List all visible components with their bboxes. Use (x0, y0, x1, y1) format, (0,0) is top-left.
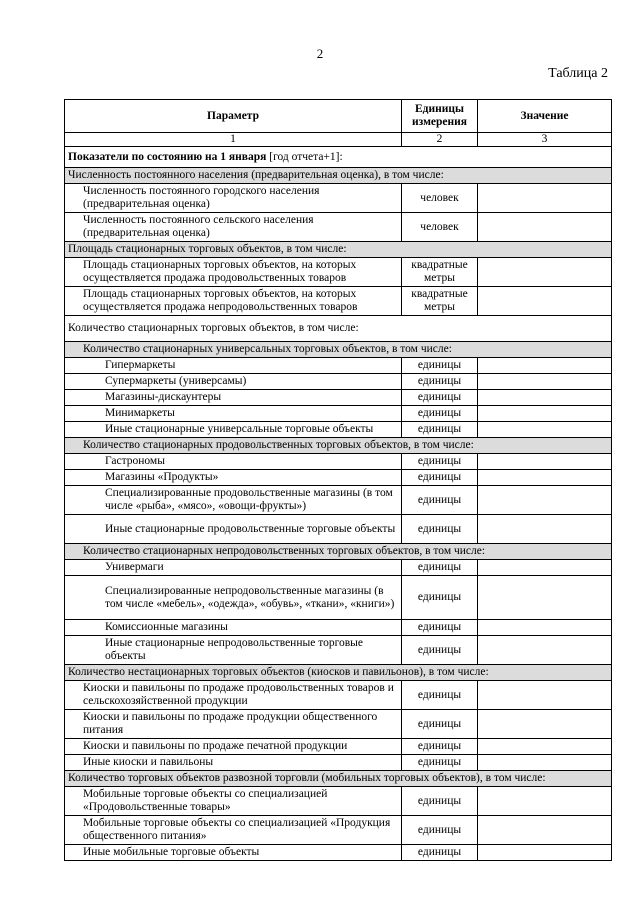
row-value (478, 515, 612, 544)
row-value (478, 576, 612, 620)
row-value (478, 486, 612, 515)
section-row (65, 771, 612, 787)
table-row (65, 515, 612, 544)
section-label: Количество торговых объектов развозной торговли (мобильных торговых объектов), в том числе: (65, 771, 612, 787)
row-unit: единицы (402, 636, 478, 665)
row-unit: единицы (402, 787, 478, 816)
row-label: Магазины-дискаунтеры (65, 390, 402, 406)
row-label: Иные стационарные универсальные торговые объекты (65, 422, 402, 438)
row-unit: единицы (402, 681, 478, 710)
section-row (65, 342, 612, 358)
row-label: Иные стационарные продовольственные торговые объекты (65, 515, 402, 544)
row-unit: единицы (402, 486, 478, 515)
row-value (478, 787, 612, 816)
section-row (65, 438, 612, 454)
row-value (478, 184, 612, 213)
column-number: 3 (478, 133, 612, 147)
row-unit: единицы (402, 755, 478, 771)
row-unit: единицы (402, 816, 478, 845)
row-unit: единицы (402, 454, 478, 470)
table-row (65, 470, 612, 486)
table-row (65, 636, 612, 665)
row-value (478, 739, 612, 755)
row-label: Супермаркеты (универсамы) (65, 374, 402, 390)
column-number: 2 (402, 133, 478, 147)
row-label: Численность постоянного городского населения (предварительная оценка) (65, 184, 402, 213)
row-value (478, 845, 612, 861)
table-row (65, 422, 612, 438)
row-value (478, 816, 612, 845)
row-value (478, 422, 612, 438)
row-unit: единицы (402, 710, 478, 739)
table-row (65, 620, 612, 636)
header-unit: Единицы измерения (402, 100, 478, 133)
row-value (478, 358, 612, 374)
row-value (478, 390, 612, 406)
section-label: Численность постоянного населения (предварительная оценка), в том числе: (65, 168, 612, 184)
table-row (65, 358, 612, 374)
row-value (478, 636, 612, 665)
row-unit: единицы (402, 422, 478, 438)
header-row (65, 100, 612, 133)
page-number: 2 (316, 46, 324, 61)
row-unit: единицы (402, 739, 478, 755)
table-row (65, 406, 612, 422)
row-unit: единицы (402, 845, 478, 861)
row-label: Иные мобильные торговые объекты (65, 845, 402, 861)
row-value (478, 454, 612, 470)
row-value (478, 710, 612, 739)
indicators-table (64, 99, 612, 861)
row-label: Мобильные торговые объекты со специализацией «Продовольственные товары» (65, 787, 402, 816)
title-row (65, 147, 612, 168)
row-label: Специализированные непродовольственные магазины (в том числе «мебель», «одежда», «обувь», «ткани», «книги») (65, 576, 402, 620)
table-row (65, 287, 612, 316)
table-row (65, 258, 612, 287)
table-row (65, 845, 612, 861)
table-label: Таблица 2 (548, 66, 608, 81)
row-value (478, 620, 612, 636)
row-value (478, 755, 612, 771)
title-cell (65, 147, 612, 168)
table-row (65, 390, 612, 406)
table-row (65, 710, 612, 739)
row-unit: единицы (402, 390, 478, 406)
row-value (478, 287, 612, 316)
row-unit: единицы (402, 515, 478, 544)
section-row (65, 544, 612, 560)
header-value: Значение (478, 100, 612, 133)
row-unit: единицы (402, 470, 478, 486)
row-unit: человек (402, 184, 478, 213)
row-label: Площадь стационарных торговых объектов, на которых осуществляется продажа продовольственных товаров (65, 258, 402, 287)
row-unit: квадратные метры (402, 287, 478, 316)
column-number: 1 (65, 133, 402, 147)
row-value (478, 681, 612, 710)
row-label: Гастрономы (65, 454, 402, 470)
title-rest: [год отчета+1]: (266, 150, 343, 163)
row-value (478, 258, 612, 287)
row-unit: единицы (402, 374, 478, 390)
row-label: Универмаги (65, 560, 402, 576)
section-label: Количество стационарных непродовольственных торговых объектов, в том числе: (65, 544, 612, 560)
row-value (478, 374, 612, 390)
table-row (65, 454, 612, 470)
row-unit: единицы (402, 560, 478, 576)
header-param: Параметр (65, 100, 402, 133)
section-label: Количество нестационарных торговых объектов (киосков и павильонов), в том числе: (65, 665, 612, 681)
row-unit: человек (402, 213, 478, 242)
row-value (478, 213, 612, 242)
title-bold: Показатели по состоянию на 1 января (68, 150, 267, 163)
table-row (65, 787, 612, 816)
table-row (65, 576, 612, 620)
table-row (65, 560, 612, 576)
row-label: Киоски и павильоны по продаже продукции общественного питания (65, 710, 402, 739)
table-row (65, 755, 612, 771)
section-row (65, 168, 612, 184)
row-label: Площадь стационарных торговых объектов, на которых осуществляется продажа непродовольственных товаров (65, 287, 402, 316)
row-label: Минимаркеты (65, 406, 402, 422)
table-row (65, 213, 612, 242)
row-unit: единицы (402, 358, 478, 374)
table-row (65, 486, 612, 515)
table-row (65, 184, 612, 213)
row-label: Киоски и павильоны по продаже продовольственных товаров и сельскохозяйственной продукции (65, 681, 402, 710)
row-unit: единицы (402, 620, 478, 636)
column-number-row (65, 133, 612, 147)
row-label: Иные стационарные непродовольственные торговые объекты (65, 636, 402, 665)
section-label: Площадь стационарных торговых объектов, в том числе: (65, 242, 612, 258)
table-row (65, 816, 612, 845)
table-row (65, 374, 612, 390)
row-unit: единицы (402, 576, 478, 620)
table-row (65, 739, 612, 755)
row-value (478, 406, 612, 422)
row-unit: единицы (402, 406, 478, 422)
row-label: Численность постоянного сельского населения (предварительная оценка) (65, 213, 402, 242)
section-label: Количество стационарных универсальных торговых объектов, в том числе: (65, 342, 612, 358)
section-label: Количество стационарных торговых объектов, в том числе: (65, 316, 612, 342)
row-label: Гипермаркеты (65, 358, 402, 374)
table-row (65, 681, 612, 710)
row-label: Магазины «Продукты» (65, 470, 402, 486)
section-row (65, 665, 612, 681)
row-label: Специализированные продовольственные магазины (в том числе «рыба», «мясо», «овощи-фрукты») (65, 486, 402, 515)
group-row (65, 316, 612, 342)
row-label: Комиссионные магазины (65, 620, 402, 636)
section-row (65, 242, 612, 258)
row-value (478, 560, 612, 576)
row-label: Киоски и павильоны по продаже печатной продукции (65, 739, 402, 755)
row-label: Иные киоски и павильоны (65, 755, 402, 771)
row-label: Мобильные торговые объекты со специализацией «Продукция общественного питания» (65, 816, 402, 845)
row-unit: квадратные метры (402, 258, 478, 287)
section-label: Количество стационарных продовольственных торговых объектов, в том числе: (65, 438, 612, 454)
row-value (478, 470, 612, 486)
